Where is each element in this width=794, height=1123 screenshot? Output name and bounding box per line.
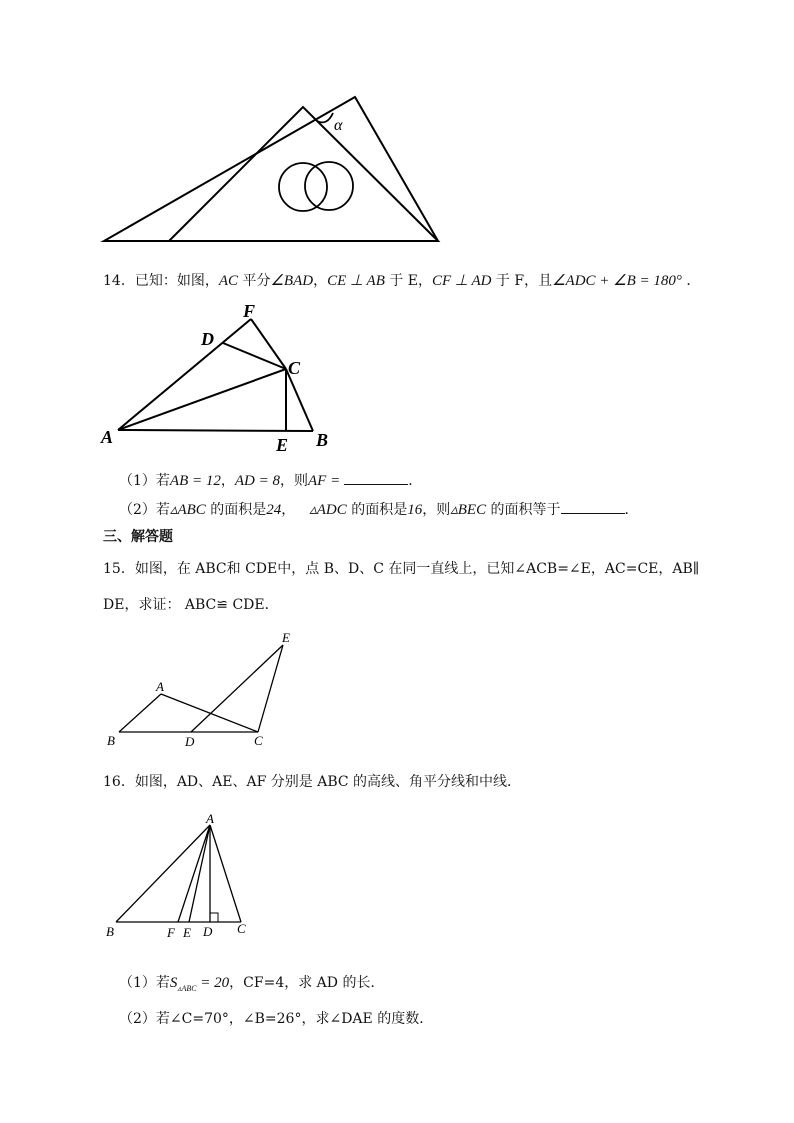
- segment-ab: [116, 825, 210, 922]
- label-d: D: [185, 734, 195, 749]
- label-b: B: [107, 733, 115, 748]
- segment-ac: [210, 825, 241, 922]
- q14-angle-condition: ∠ADC + ∠B = 180°: [552, 273, 682, 289]
- q14-stem-text: 已知：如图，: [134, 273, 219, 289]
- q14-p2-text: ，则: [422, 502, 451, 518]
- q14-p1-ad: AD = 8: [234, 473, 280, 489]
- q14-part2: [119, 499, 639, 519]
- circle-right: [305, 162, 353, 210]
- label-d: D: [201, 329, 214, 349]
- q14-cf-perp-ad: CF ⊥ AD: [431, 273, 492, 289]
- q16-p1-eq: = 20: [196, 975, 230, 991]
- circle-left: [279, 163, 327, 211]
- segment-ac: [161, 694, 258, 732]
- figure-q14: [98, 298, 348, 458]
- label-alpha: α: [334, 117, 343, 134]
- q14-p1-ab: AB = 12: [169, 473, 221, 489]
- q14-p2-text: ．: [624, 502, 639, 518]
- q14-p1-answer-blank[interactable]: [344, 470, 408, 485]
- q14-stem-text: ．: [681, 273, 701, 289]
- q16-p1-s: S: [169, 975, 178, 991]
- q14-p1-text: ，则: [280, 473, 308, 489]
- q15-line1: 15．如图，在 ABC和 CDE中，点 B、D、C 在同一直线上，已知∠ACB=∠E，AC=CE，AB∥: [103, 561, 700, 577]
- label-e: E: [183, 925, 191, 940]
- figure-overlapping-triangles: [95, 90, 455, 250]
- q14-p2-answer-blank[interactable]: [561, 499, 625, 514]
- q14-stem-text: 于 E，: [384, 273, 432, 289]
- figure-q16: [100, 810, 260, 942]
- segment-ae: [189, 825, 210, 922]
- q14-p2-16: 16: [407, 502, 423, 518]
- segment-ac: [118, 369, 286, 430]
- figure-q15: [100, 625, 310, 750]
- q14-p2-text: 的面积是: [346, 502, 408, 518]
- q16-p1-text: （1）若: [119, 975, 170, 991]
- q14-p2-text: 的面积是: [205, 502, 267, 518]
- q14-p1-af: AF =: [308, 473, 341, 489]
- q14-ce-perp-ab: CE ⊥ AB: [327, 273, 385, 289]
- label-e: E: [276, 435, 289, 455]
- q14-p2-bec: ▵BEC: [450, 502, 487, 518]
- label-d: D: [203, 924, 213, 939]
- label-f: F: [243, 301, 256, 321]
- q16-p1-sub: ▵ABC: [177, 983, 197, 993]
- q14-stem: [103, 270, 700, 290]
- triangle-large: [104, 97, 438, 241]
- right-angle-mark: [210, 913, 218, 922]
- q14-p2-abc: ▵ABC: [169, 502, 206, 518]
- q14-p1-text: ．: [408, 473, 423, 489]
- q15-line2: DE，求证： ABC≌ CDE．: [103, 597, 279, 613]
- q14-p2-24: 24: [266, 502, 282, 518]
- label-b: B: [316, 430, 329, 450]
- q14-stem-text: 平分: [238, 273, 271, 289]
- label-f: F: [167, 925, 175, 940]
- q14-p1-text: （1）若: [119, 473, 170, 489]
- section-heading: 三、解答题: [103, 529, 173, 545]
- segment-ab: [118, 430, 313, 431]
- q14-p2-text: ，: [281, 502, 296, 518]
- label-c: C: [237, 921, 246, 936]
- q16-part1: [119, 972, 384, 993]
- q14-angle-bad: ∠BAD: [270, 273, 314, 289]
- q14-stem-text: ，: [313, 273, 328, 289]
- q14-p2-text: （2）若: [119, 502, 170, 518]
- label-a: A: [101, 427, 114, 447]
- segment-ec: [258, 645, 283, 732]
- segment-de: [191, 645, 283, 732]
- segment-af: [178, 825, 210, 922]
- q14-part1: [119, 470, 422, 490]
- label-a: A: [156, 679, 164, 694]
- q14-stem-text: 于 F，且: [491, 273, 553, 289]
- q16-line1: 16．如图，AD、AE、AF 分别是 ABC 的高线、角平分线和中线．: [103, 774, 522, 790]
- segment-cb: [286, 369, 313, 431]
- label-e: E: [282, 630, 290, 645]
- q14-ac: AC: [218, 273, 238, 289]
- q16-part2: （2）若∠C=70°，∠B=26°，求∠DAE 的度数．: [119, 1011, 434, 1027]
- segment-ad: [118, 319, 251, 430]
- q14-number: 14．: [103, 273, 135, 289]
- label-c: C: [288, 358, 301, 378]
- label-c: C: [254, 733, 263, 748]
- segment-ba: [119, 694, 161, 732]
- q14-p2-text: 的面积等于: [486, 502, 561, 518]
- q14-p2-adc: ▵ADC: [309, 502, 347, 518]
- q16-p1-text: ，CF=4，求 AD 的长．: [229, 975, 385, 991]
- q14-p1-text: ，: [220, 473, 235, 489]
- label-a: A: [206, 811, 214, 826]
- label-b: B: [106, 924, 114, 939]
